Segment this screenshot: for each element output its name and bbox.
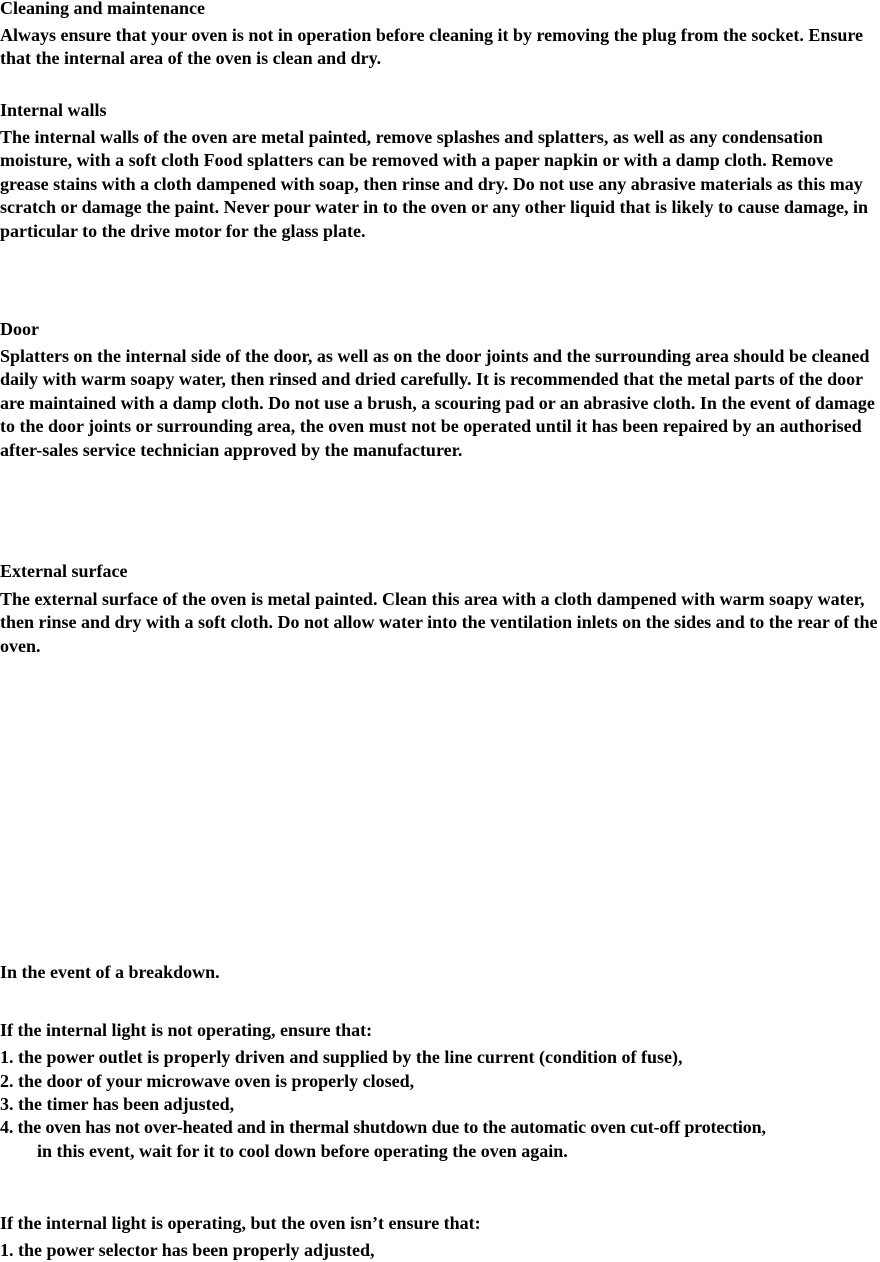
cleaning-paragraph: Always ensure that your oven is not in operation before cleaning it by removing the plug from the socket. Ensure that the internal area of the oven is clean and dry. — [0, 25, 864, 69]
cleaning-heading: Cleaning and maintenance — [0, 0, 206, 18]
light-off-item-4-continuation: in this event, wait for it to cool down before operating the oven again. — [37, 1141, 568, 1161]
internal-walls-paragraph: The internal walls of the oven are metal painted, remove splashes and splatters, as well as any condensation moisture, with a soft cloth Food splatters can be removed with a paper napkin or with a damp cloth. Remove grease stains with a cloth dampened with soap, then rinse and dry. Do not use any abrasive materials as this may scratch or damage the paint. Never pour water in to the oven or any other liquid that is likely to cause damage, in particular to the drive motor for the glass plate. — [0, 127, 868, 241]
light-off-item-4: 4. the oven has not over-heated and in thermal shutdown due to the automatic oven cut-off protection, — [0, 1117, 766, 1137]
light-off-item-2: 2. the door of your microwave oven is properly closed, — [0, 1071, 415, 1091]
light-on-item-1: 1. the power selector has been properly adjusted, — [0, 1240, 375, 1260]
light-off-item-1: 1. the power outlet is properly driven and supplied by the line current (condition of fuse), — [0, 1047, 683, 1067]
light-off-intro: If the internal light is not operating, ensure that: — [0, 1020, 373, 1040]
breakdown-heading: In the event of a breakdown. — [0, 962, 220, 982]
light-off-item-3: 3. the timer has been adjusted, — [0, 1094, 235, 1114]
door-paragraph: Splatters on the internal side of the door, as well as on the door joints and the surrounding area should be cleaned daily with warm soapy water, then rinsed and dried carefully. It is recommended that the metal parts of the door are maintained with a damp cloth. Do not use a brush, a scouring pad or an abrasive cloth. In the event of damage to the door joints or surrounding area, the oven must not be operated until it has been repaired by an authorised after-sales service technician approved by the manufacturer. — [0, 346, 875, 460]
internal-walls-heading: Internal walls — [0, 100, 107, 120]
external-surface-paragraph: The external surface of the oven is metal painted. Clean this area with a cloth dampened with warm soapy water, then rinse and dry with a soft cloth. Do not allow water into the ventilation inlets on the sides and to the rear of the oven. — [0, 589, 878, 656]
external-surface-heading: External surface — [0, 561, 128, 581]
light-on-intro: If the internal light is operating, but the oven isn’t ensure that: — [0, 1213, 481, 1233]
door-heading: Door — [0, 319, 39, 339]
